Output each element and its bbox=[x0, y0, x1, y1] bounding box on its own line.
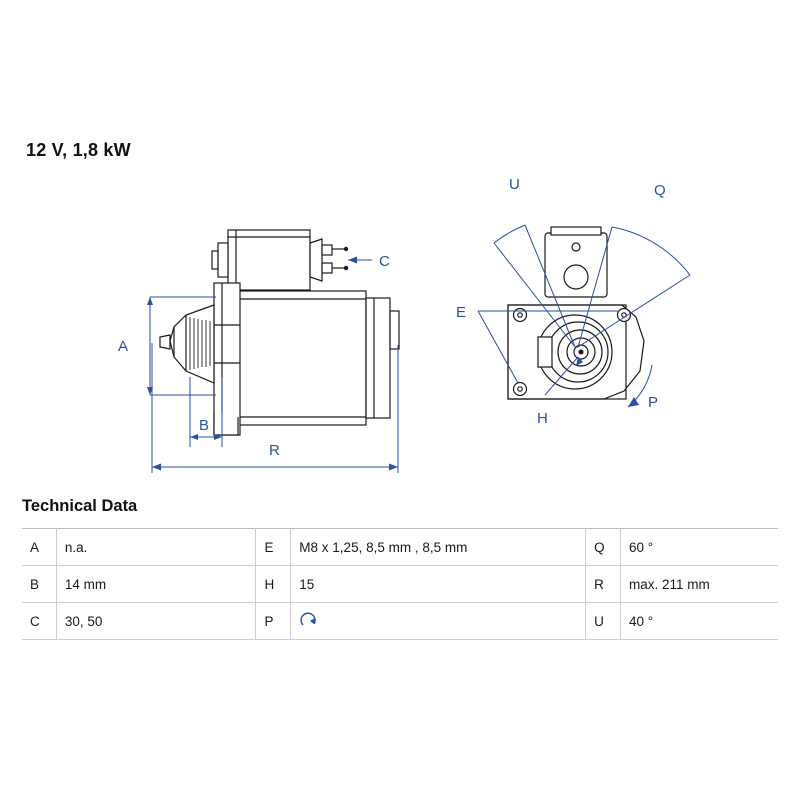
row-value-q: 60 ° bbox=[620, 529, 778, 566]
page-title: 12 V, 1,8 kW bbox=[26, 140, 131, 160]
row-key-q: Q bbox=[586, 529, 621, 566]
label-B: B bbox=[199, 417, 210, 434]
diagram-svg bbox=[0, 165, 800, 485]
row-key-u: U bbox=[586, 603, 621, 640]
row-value-c: 30, 50 bbox=[56, 603, 256, 640]
row-key-a: A bbox=[22, 529, 56, 566]
label-C: C bbox=[379, 253, 390, 270]
row-key-e: E bbox=[256, 529, 291, 566]
row-value-e: M8 x 1,25, 8,5 mm , 8,5 mm bbox=[291, 529, 586, 566]
row-value-h: 15 bbox=[291, 566, 586, 603]
row-key-r: R bbox=[586, 566, 621, 603]
label-H: H bbox=[537, 410, 548, 427]
label-R: R bbox=[269, 442, 280, 459]
row-key-p: P bbox=[256, 603, 291, 640]
row-value-a: n.a. bbox=[56, 529, 256, 566]
technical-data-heading: Technical Data bbox=[22, 497, 138, 515]
row-value-b: 14 mm bbox=[56, 566, 256, 603]
row-value-r: max. 211 mm bbox=[620, 566, 778, 603]
rotation-arrow-icon bbox=[299, 612, 319, 630]
technical-data-table bbox=[22, 528, 778, 640]
row-key-c: C bbox=[22, 603, 56, 640]
row-value-p bbox=[291, 603, 586, 640]
starter-motor-diagram bbox=[0, 165, 800, 485]
label-P: P bbox=[648, 394, 659, 411]
label-Q: Q bbox=[654, 182, 666, 199]
label-E: E bbox=[456, 304, 467, 321]
table-row bbox=[22, 566, 778, 603]
row-key-b: B bbox=[22, 566, 56, 603]
row-key-h: H bbox=[256, 566, 291, 603]
row-value-u: 40 ° bbox=[620, 603, 778, 640]
label-A: A bbox=[118, 338, 129, 355]
table-row bbox=[22, 603, 778, 640]
table-row bbox=[22, 529, 778, 566]
label-U: U bbox=[509, 176, 520, 193]
